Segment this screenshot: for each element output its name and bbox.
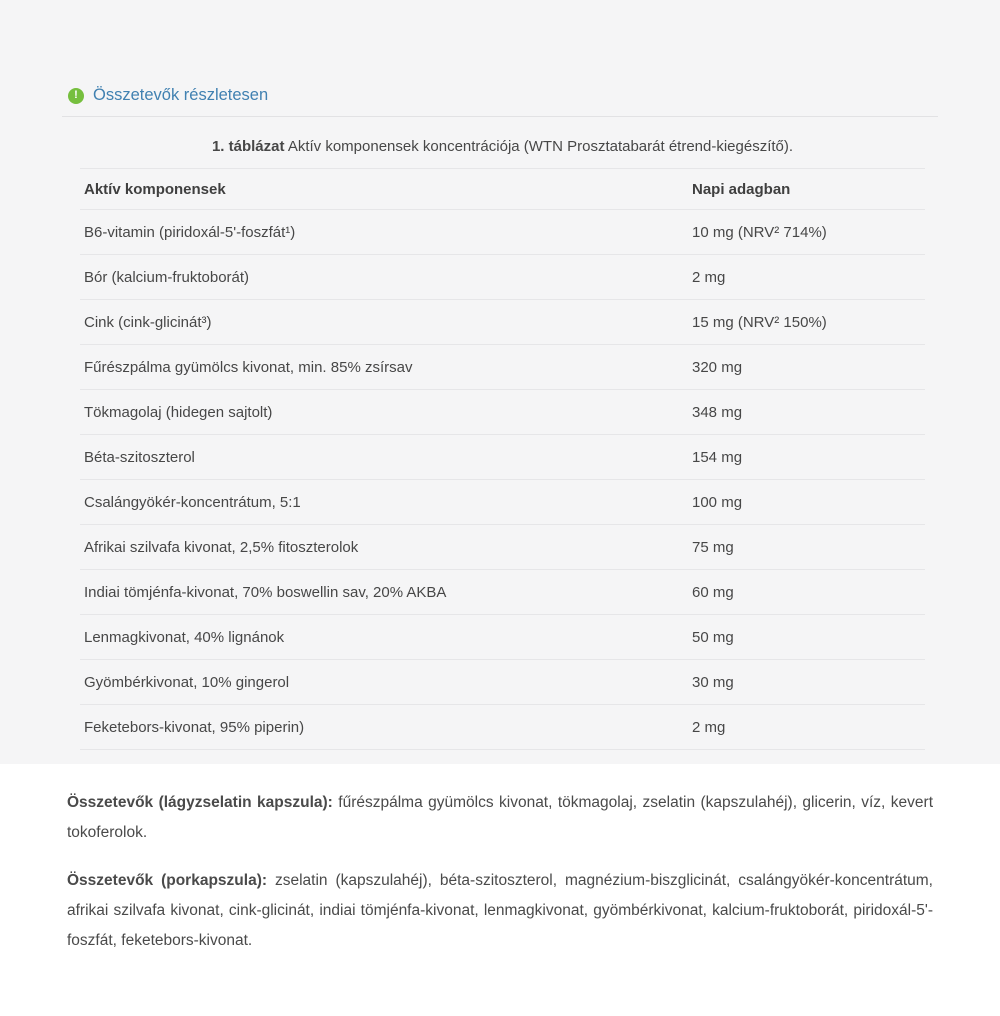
ingredient-amount: 50 mg xyxy=(692,629,734,646)
table-caption-number: 1. táblázat xyxy=(211,138,285,155)
ingredient-name: Fűrészpálma gyümölcs kivonat, min. 85% zsírsav xyxy=(84,359,413,376)
paragraph-text: zselatin (kapszulahéj), béta-szitoszterol, magnézium-biszglicinát, csalángyökér-koncentrátum, afrikai szilvafa kivonat, cink-glicinát, indiai tömjénfa-kivonat, lenmagkivonat, gyömbérkivonat, kalcium-fruktoborát, piridoxál-5'-foszfát, feketebors-kivonat. xyxy=(67,872,933,949)
table-row xyxy=(80,300,925,345)
table-header-row xyxy=(80,169,925,210)
ingredient-amount: 10 mg (NRV² 714%) xyxy=(692,224,827,241)
table-row xyxy=(80,210,925,255)
paragraph-lead: Összetevők (porkapszula): xyxy=(67,872,268,889)
ingredients-paragraph xyxy=(67,788,933,848)
ingredient-amount: 30 mg xyxy=(692,674,734,691)
ingredient-name: Lenmagkivonat, 40% lignánok xyxy=(84,629,285,646)
ingredient-name: B6-vitamin (piridoxál-5'-foszfát¹) xyxy=(84,224,296,241)
column-header-daily-dose: Napi adagban xyxy=(692,181,791,198)
ingredient-amount: 75 mg xyxy=(692,539,734,556)
table-caption xyxy=(80,138,925,155)
ingredient-name: Indiai tömjénfa-kivonat, 70% boswellin sav, 20% AKBA xyxy=(84,584,447,601)
table-caption-text: Aktív komponensek koncentrációja (WTN Prosztatabarát étrend-kiegészítő). xyxy=(284,138,794,155)
table-row xyxy=(80,525,925,570)
table-row xyxy=(80,660,925,705)
ingredient-amount: 320 mg xyxy=(692,359,743,376)
info-icon: ! xyxy=(68,88,84,104)
section-tab-label: Összetevők részletesen xyxy=(93,86,269,104)
ingredient-name: Cink (cink-glicinát³) xyxy=(84,314,212,331)
table-row xyxy=(80,345,925,390)
table-row xyxy=(80,480,925,525)
table-row xyxy=(80,705,925,750)
column-header-component: Aktív komponensek xyxy=(84,181,226,198)
ingredient-amount: 348 mg xyxy=(692,404,743,421)
ingredient-amount: 100 mg xyxy=(692,494,743,511)
ingredient-name: Bór (kalcium-fruktoborát) xyxy=(84,269,250,286)
ingredient-amount: 15 mg (NRV² 150%) xyxy=(692,314,827,331)
ingredients-table xyxy=(80,168,925,750)
paragraph-text: fűrészpálma gyümölcs kivonat, tökmagolaj, zselatin (kapszulahéj), glicerin, víz, kevert tokoferolok. xyxy=(67,794,933,841)
table-row xyxy=(80,570,925,615)
ingredient-amount: 60 mg xyxy=(692,584,734,601)
ingredient-amount: 2 mg xyxy=(692,719,726,736)
ingredient-amount: 154 mg xyxy=(692,449,743,466)
ingredient-name: Béta-szitoszterol xyxy=(84,449,195,466)
table-row xyxy=(80,615,925,660)
ingredients-table-wrap xyxy=(62,138,938,750)
table-row xyxy=(80,390,925,435)
ingredient-amount: 2 mg xyxy=(692,269,726,286)
ingredient-name: Feketebors-kivonat, 95% piperin) xyxy=(84,719,305,736)
table-row xyxy=(80,435,925,480)
ingredient-name: Gyömbérkivonat, 10% gingerol xyxy=(84,674,290,691)
table-row xyxy=(80,255,925,300)
ingredients-paragraph xyxy=(67,866,933,956)
ingredient-name: Afrikai szilvafa kivonat, 2,5% fitoszterolok xyxy=(84,539,359,556)
ingredients-text-section xyxy=(0,764,1000,1016)
section-tab-ingredients-detail[interactable] xyxy=(62,86,938,117)
ingredient-name: Csalángyökér-koncentrátum, 5:1 xyxy=(84,494,301,511)
paragraph-lead: Összetevők (lágyzselatin kapszula): xyxy=(67,794,333,811)
ingredient-name: Tökmagolaj (hidegen sajtolt) xyxy=(84,404,273,421)
